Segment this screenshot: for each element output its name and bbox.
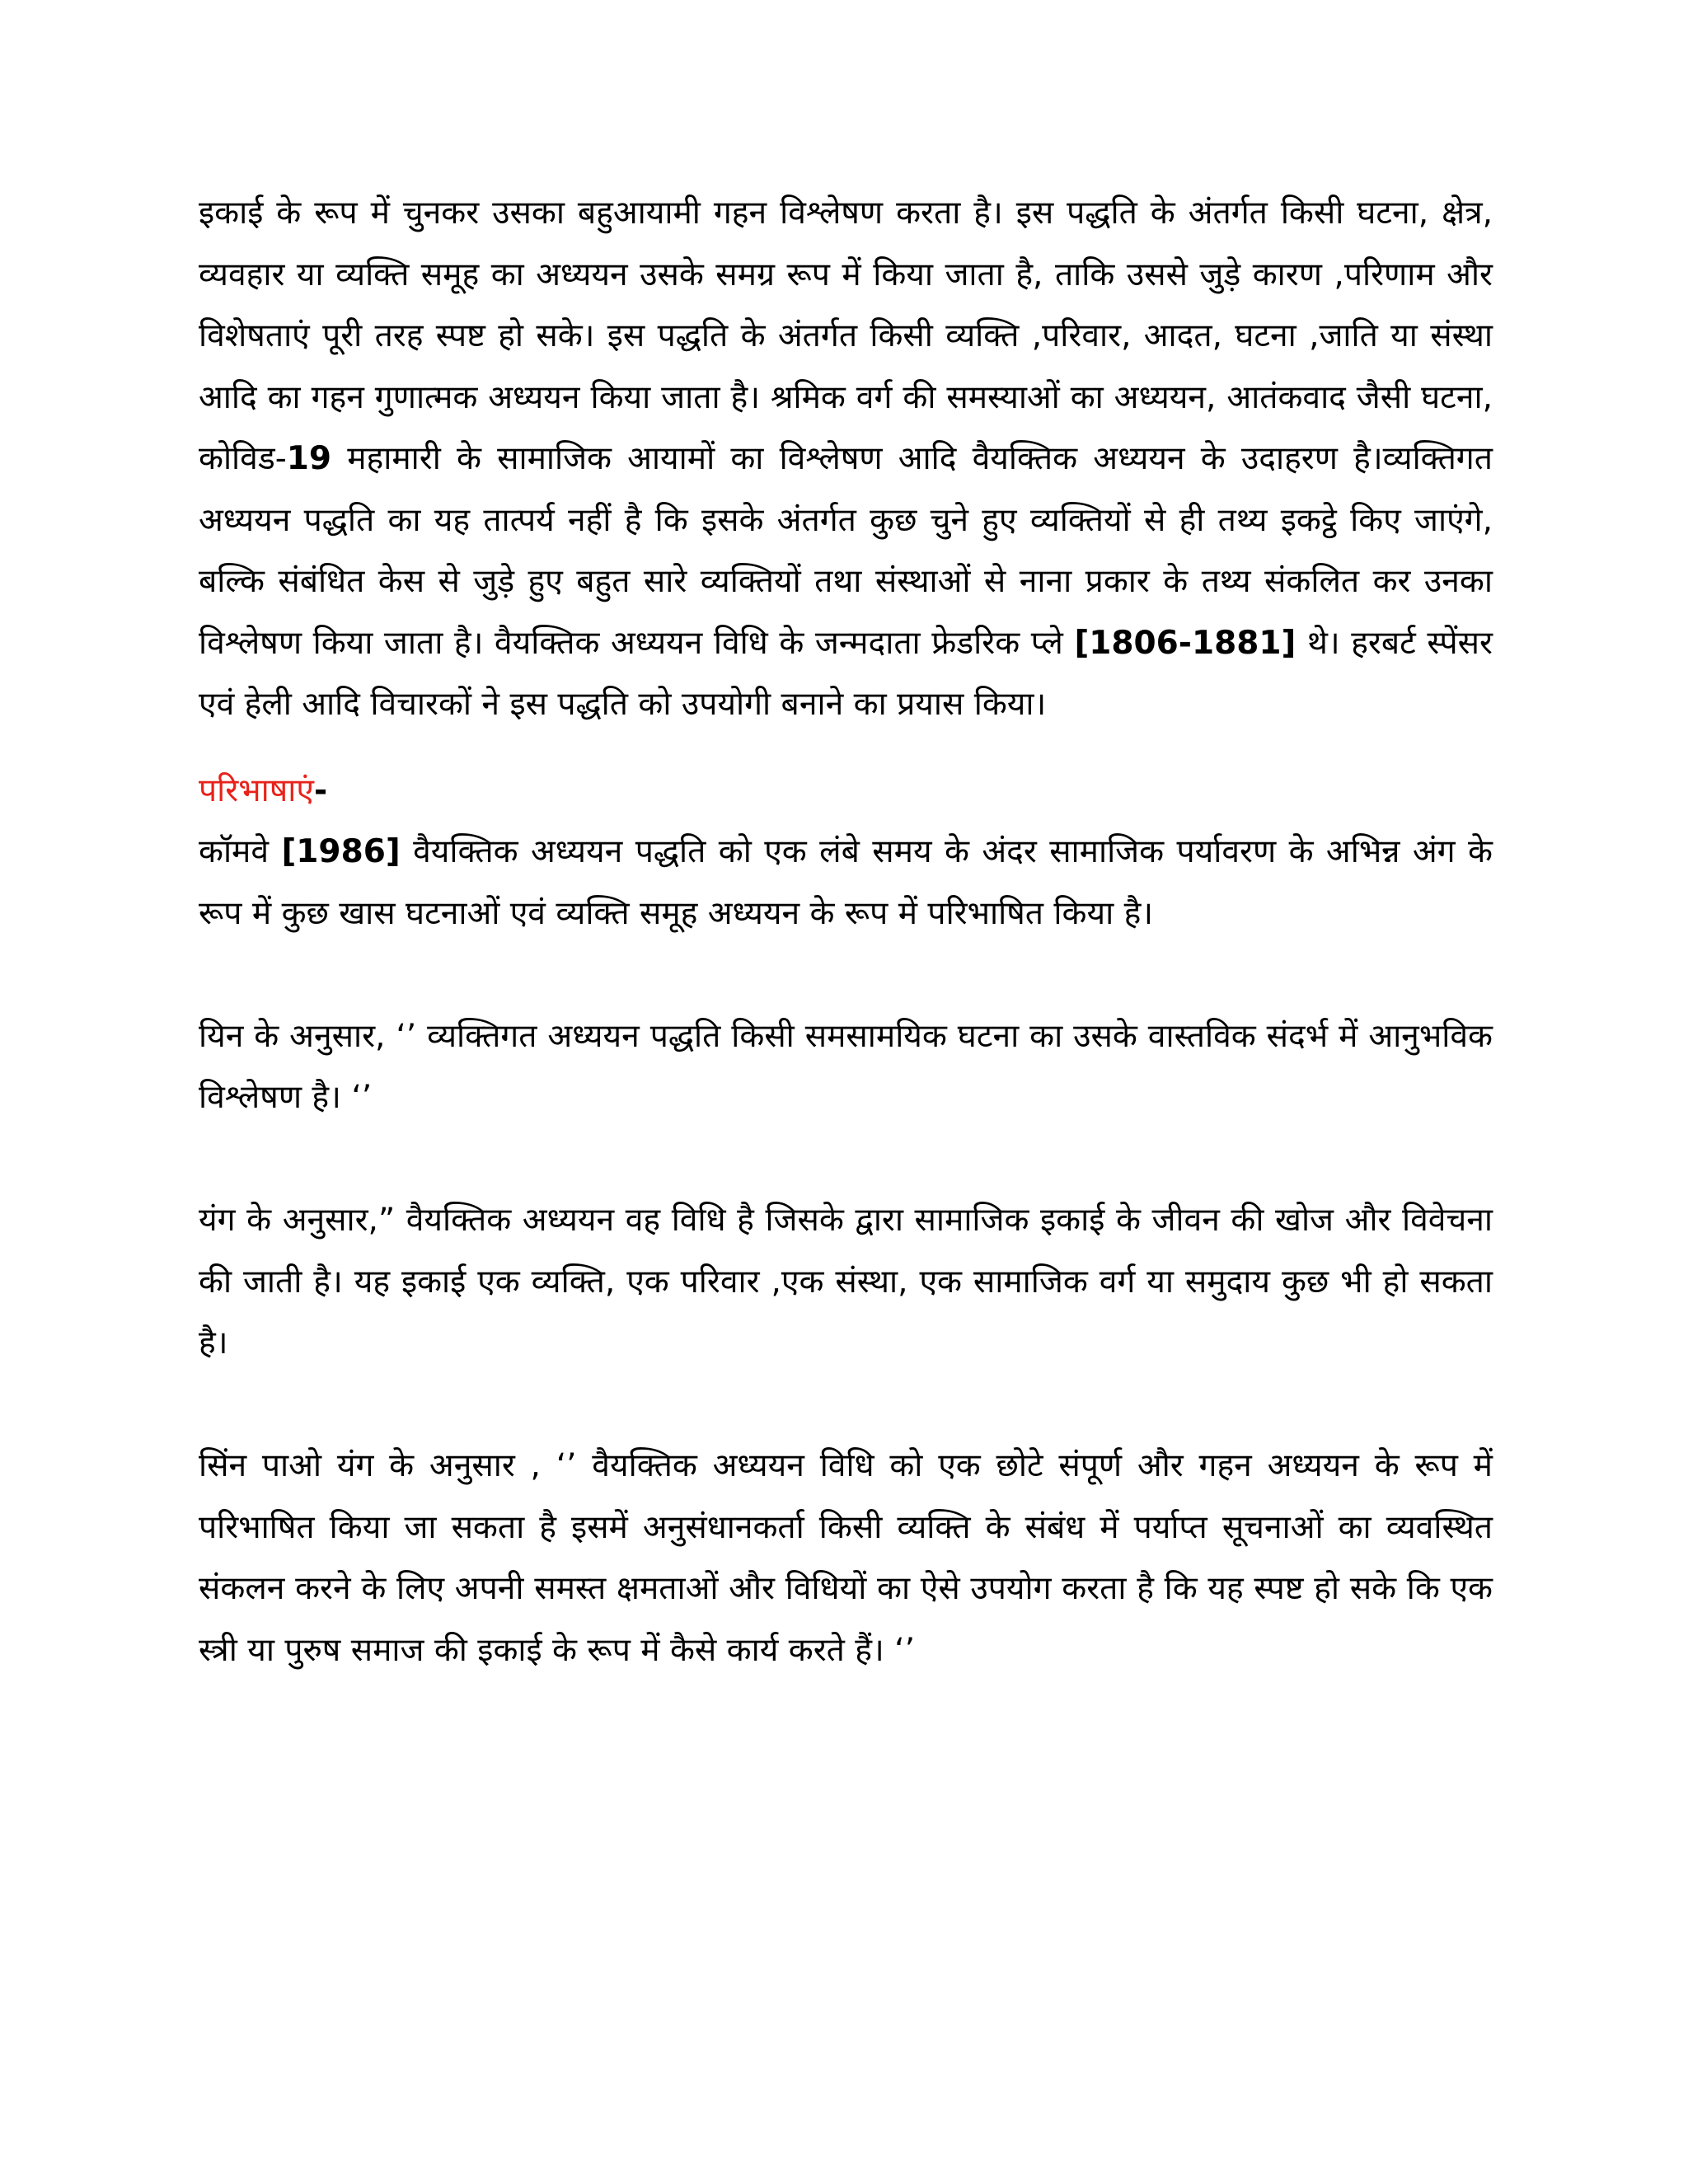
intro-years: [1806-1881] [1074, 624, 1296, 662]
paragraph-gap [199, 1129, 1493, 1191]
definition-comway-pre: कॉमवे [199, 833, 282, 870]
definition-comway [199, 822, 1493, 944]
document-page [199, 183, 1493, 1681]
definition-pauline-young: सिंन पाओ यंग के अनुसार , ‘’ वैयक्तिक अध्ययन विधि को एक छोटे संपूर्ण और गहन अध्ययन के रूप में परिभाषित किया जा सकता है इसमें अनुसंधानकर्ता किसी व्यक्ति के संबंध में पर्याप्त सूचनाओं का व्यवस्थित संकलन करने के लिए अपनी समस्त क्षमताओं और विधियों का ऐसे उपयोग करता है कि यह स्पष्ट हो सके कि एक स्त्री या पुरुष समाज की इकाई के रूप में कैसे कार्य करते हैं। ‘’ [199, 1447, 1493, 1669]
intro-text-part-3: थे। हरबर्ट स्पेंसर एवं हेली आदि विचारकों ने इस पद्धति को उपयोगी बनाने का प्रयास किया। [199, 624, 1493, 723]
intro-text-part-2: महामारी के सामाजिक आयामों का विश्लेषण आदि वैयक्तिक अध्ययन के उदाहरण है।व्यक्तिगत अध्ययन पद्धति का यह तात्पर्य नहीं है कि इसके अंतर्गत कुछ चुने हुए व्यक्तियों से ही तथ्य इकट्ठे किए जाएंगे, बल्कि संबंधित केस से जुड़े हुए बहुत सारे व्यक्तियों तथा संस्थाओं से नाना प्रकार के तथ्य संकलित कर उनका विश्लेषण किया जाता है। वैयक्तिक अध्ययन विधि के जन्मदाता फ्रेडरिक प्ले [199, 440, 1493, 662]
intro-text-part-1: इकाई के रूप में चुनकर उसका बहुआयामी गहन विश्लेषण करता है। इस पद्धति के अंतर्गत किसी घटना, क्षेत्र, व्यवहार या व्यक्ति समूह का अध्ययन उसके समग्र रूप में किया जाता है, ताकि उससे जुड़े कारण ,परिणाम और विशेषताएं पूरी तरह स्पष्ट हो सके। इस पद्धति के अंतर्गत किसी व्यक्ति ,परिवार, आदत, घटना ,जाति या संस्था आदि का गहन गुणात्मक अध्ययन किया जाता है। श्रमिक वर्ग की समस्याओं का अध्ययन, आतंकवाद जैसी घटना, कोविड- [199, 194, 1493, 477]
definition-comway-year: [1986] [281, 833, 401, 870]
intro-covid-number: 19 [286, 440, 332, 477]
definitions-heading-dash: - [313, 771, 328, 809]
intro-paragraph [199, 183, 1493, 736]
definition-young: यंग के अनुसार,” वैयक्तिक अध्ययन वह विधि है जिसके द्वारा सामाजिक इकाई के जीवन की खोज और विवेचना की जाती है। यह इकाई एक व्यक्ति, एक परिवार ,एक संस्था, एक सामाजिक वर्ग या समुदाय कुछ भी हो सकता है। [199, 1202, 1493, 1361]
definition-yin: यिन के अनुसार, ‘’ व्यक्तिगत अध्ययन पद्धति किसी समसामयिक घटना का उसके वास्तविक संदर्भ में आनुभविक विश्लेषण है। ‘’ [199, 1017, 1493, 1116]
definitions-heading [199, 761, 1493, 823]
definitions-heading-text: परिभाषाएं [199, 771, 314, 809]
paragraph-gap [199, 944, 1493, 1006]
definition-comway-post: वैयक्तिक अध्ययन पद्धति को एक लंबे समय के अंदर सामाजिक पर्यावरण के अभिन्न अंग के रूप में कुछ खास घटनाओं एवं व्यक्ति समूह अध्ययन के रूप में परिभाषित किया है। [199, 833, 1493, 932]
paragraph-gap [199, 1375, 1493, 1436]
